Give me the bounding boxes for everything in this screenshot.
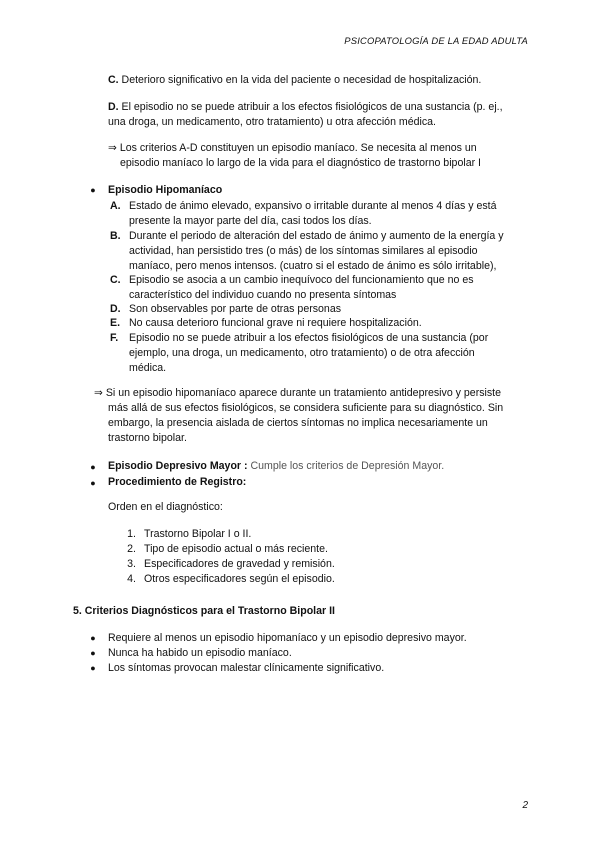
hypomania-title: Episodio Hipomaníaco — [108, 184, 223, 196]
criterion-text-line: médica. — [129, 362, 167, 374]
criterion-letter: B. — [110, 230, 121, 242]
page-header: PSICOPATOLOGÍA DE LA EDAD ADULTA — [344, 35, 528, 46]
bullet-icon: ● — [90, 663, 96, 673]
registry-intro: Orden en el diagnóstico: — [108, 501, 223, 513]
criterion-text-line: No causa deterioro funcional grave ni requiere hospitalización. — [129, 317, 422, 329]
depressive-item — [108, 459, 444, 474]
note-line: embargo, la presencia aislada de ciertos síntomas no implica necesariamente un — [108, 417, 488, 429]
section-5-item: Los síntomas provocan malestar clínicamente significativo. — [108, 662, 385, 674]
step-number: 3. — [127, 558, 136, 570]
step-text: Otros especificadores según el episodio. — [144, 573, 335, 585]
criterion-letter: C. — [108, 74, 119, 86]
depressive-text: Cumple los criterios de Depresión Mayor. — [250, 460, 445, 472]
registry-step — [120, 542, 328, 557]
hypomania-criterion — [110, 199, 496, 229]
criterion-d — [108, 100, 503, 130]
step-number: 1. — [127, 528, 136, 540]
arrow-icon: ⇒ — [94, 387, 103, 399]
arrow-icon: ⇒ — [108, 142, 117, 154]
criterion-letter: D. — [108, 101, 119, 113]
criterion-letter: E. — [110, 317, 121, 329]
section-5-title: 5. Criterios Diagnósticos para el Trastorno Bipolar II — [73, 605, 335, 617]
step-text: Trastorno Bipolar I o II. — [144, 528, 252, 540]
bullet-icon: ● — [90, 633, 96, 643]
criterion-letter: D. — [110, 303, 121, 315]
step-number: 4. — [127, 573, 136, 585]
bullet-icon: ● — [90, 478, 96, 488]
criterion-text-line: Episodio no se puede atribuir a los efectos fisiológicos de una sustancia (por — [129, 332, 489, 344]
step-number: 2. — [127, 543, 136, 555]
note-line: más allá de sus efectos fisiológicos, se considera suficiente para su diagnóstico. Sin — [108, 402, 504, 414]
criterion-text-line: presente la mayor parte del día, casi todos los días. — [129, 215, 372, 227]
criterion-text-line: El episodio no se puede atribuir a los efectos fisiológicos de una sustancia (p. ej., — [121, 101, 503, 113]
note-line: Si un episodio hipomaníaco aparece durante un tratamiento antidepresivo y persiste — [105, 387, 501, 399]
step-text: Especificadores de gravedad y remisión. — [144, 558, 335, 570]
criterion-letter: F. — [110, 332, 119, 344]
bullet-icon: ● — [90, 185, 96, 195]
criterion-c — [108, 73, 481, 88]
registry-step — [120, 572, 335, 587]
criterion-text-line: ejemplo, una droga, un medicamento, otro tratamiento) o de otra afección — [129, 347, 475, 359]
note-line: episodio maníaco lo largo de la vida para el diagnóstico de trastorno bipolar I — [120, 157, 481, 169]
bullet-icon: ● — [90, 462, 96, 472]
criterion-text-line: característico del individuo cuando no presenta síntomas — [129, 289, 397, 301]
registry-title: Procedimiento de Registro: — [108, 476, 247, 488]
section-5-item: Nunca ha habido un episodio maníaco. — [108, 647, 292, 659]
step-text: Tipo de episodio actual o más reciente. — [144, 543, 328, 555]
criterion-letter: C. — [110, 274, 121, 286]
hypomania-criterion — [110, 316, 422, 331]
criterion-text-line: Son observables por parte de otras personas — [129, 303, 342, 315]
note-line: Los criterios A-D constituyen un episodio maníaco. Se necesita al menos un — [119, 142, 477, 154]
criterion-letter: A. — [110, 200, 121, 212]
note-line: trastorno bipolar. — [108, 432, 187, 444]
registry-step — [120, 527, 251, 542]
hypomania-criterion — [110, 331, 488, 376]
bullet-icon: ● — [90, 648, 96, 658]
depressive-title: Episodio Depresivo Mayor : — [108, 460, 248, 472]
hypomania-criterion — [110, 229, 504, 274]
criterion-text-line: Durante el periodo de alteración del estado de ánimo y aumento de la energía y — [129, 230, 504, 242]
registry-step — [120, 557, 335, 572]
hypomania-criterion — [110, 273, 474, 303]
criterion-text-line: maníaco, pero menos intensos. (cuatro si el estado de ánimo es sólo irritable), — [129, 260, 497, 272]
section-5-item: Requiere al menos un episodio hipomaníaco y un episodio depresivo mayor. — [108, 632, 467, 644]
hypomania-criterion — [110, 302, 341, 317]
criterion-text-line: actividad, han persistido tres (o más) de los síntomas similares al episodio — [129, 245, 478, 257]
criterion-text: Deterioro significativo en la vida del paciente o necesidad de hospitalización. — [121, 74, 482, 86]
mania-note — [108, 141, 481, 171]
criterion-text-line: Episodio se asocia a un cambio inequívoco del funcionamiento que no es — [129, 274, 474, 286]
criterion-text-line: una droga, un medicamento, otro tratamiento) u otra afección médica. — [108, 116, 436, 128]
page-number: 2 — [522, 800, 528, 811]
hypomania-note — [94, 386, 503, 446]
criterion-text-line: Estado de ánimo elevado, expansivo o irritable durante al menos 4 días y está — [129, 200, 497, 212]
